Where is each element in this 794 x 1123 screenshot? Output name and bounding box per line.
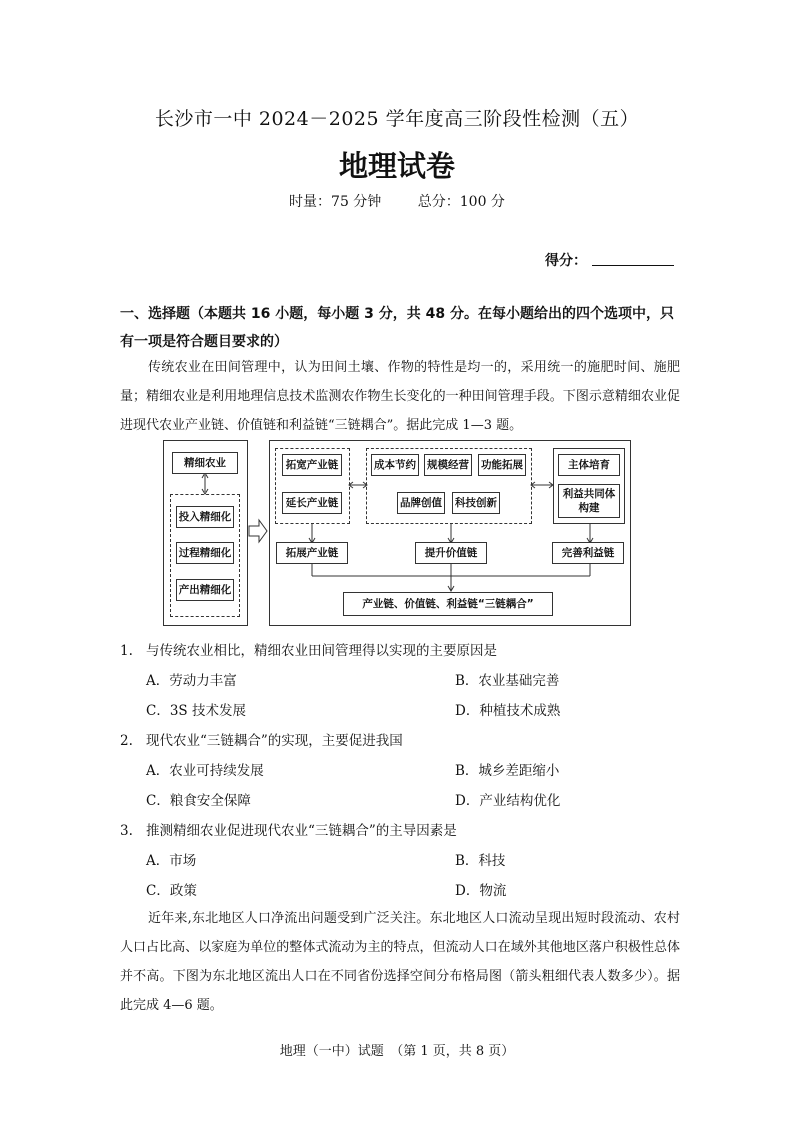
total-score: 总分：100 分 [417, 194, 505, 210]
improve-benefit-outcome: 完善利益链 [552, 542, 624, 564]
q3-option-c[interactable]: C．政策 [146, 883, 197, 899]
question-2 [120, 729, 403, 749]
broaden-chain-box: 拓宽产业链 [282, 454, 342, 476]
scale-operation-box: 规模经营 [424, 454, 472, 476]
page-footer: 地理（一中）试题 （第 1 页，共 8 页） [279, 1044, 515, 1059]
extend-chain-box: 延长产业链 [282, 492, 342, 514]
cost-saving-box: 成本节约 [371, 454, 419, 476]
brand-value-box: 品牌创值 [397, 492, 445, 514]
score-label: 得分： [545, 253, 587, 269]
q2-option-d[interactable]: D．产业结构优化 [455, 793, 561, 809]
enhance-value-outcome: 提升价值链 [415, 542, 487, 564]
precision-agriculture-box: 精细农业 [172, 452, 238, 474]
question-stem: 与传统农业相比，精细农业田间管理得以实现的主要原因是 [146, 643, 497, 659]
q1-option-c[interactable]: C．3S 技术发展 [146, 703, 246, 719]
passage-1: 传统农业在田间管理中，认为田间土壤、作物的特性是均一的，采用统一的施肥时间、施肥量；精细农业是利用地理信息技术监测农作物生长变化的一种田间管理手段。下图示意精细农业促进现代农业产业链、价值链和利益链“三链耦合”。据此完成 1—3 题。 [120, 360, 680, 433]
question-1 [120, 639, 497, 659]
question-stem: 推测精细农业促进现代农业“三链耦合”的主导因素是 [146, 823, 457, 839]
passage-2: 近年来,东北地区人口净流出问题受到广泛关注。东北地区人口流动呈现出短时段流动、农村人口占比高、以家庭为单位的整体式流动为主的特点，但流动人口在域外其他地区落户积极性总体并不高。下图为东北地区流出人口在不同省份选择空间分布格局图（箭头粗细代表人数多少）。据此完成 4—6 题。 [120, 911, 680, 1013]
section-heading: 一、选择题（本题共 16 小题，每小题 3 分，共 48 分。在每小题给出的四个选项中，只有一项是符合题目要求的） [120, 306, 674, 350]
q3-option-a[interactable]: A．市场 [146, 853, 197, 869]
interest-community-box: 利益共同体构建 [558, 484, 620, 518]
tech-innovation-box: 科技创新 [452, 492, 500, 514]
function-expansion-box: 功能拓展 [478, 454, 526, 476]
output-refinement-box: 产出精细化 [176, 579, 234, 601]
q3-option-d[interactable]: D．物流 [455, 883, 507, 899]
three-chain-coupling-box: 产业链、价值链、利益链“三链耦合” [343, 592, 553, 616]
question-number: 2. [120, 733, 133, 749]
q1-option-a[interactable]: A．劳动力丰富 [146, 673, 237, 689]
question-stem: 现代农业“三链耦合”的实现，主要促进我国 [146, 733, 403, 749]
question-3 [120, 819, 457, 839]
expand-chain-outcome: 拓展产业链 [276, 542, 348, 564]
score-blank[interactable] [592, 265, 674, 266]
q1-option-d[interactable]: D．种植技术成熟 [455, 703, 561, 719]
question-number: 3. [120, 823, 133, 839]
three-chain-diagram [163, 440, 631, 626]
subject-title: 地理试卷 [338, 149, 455, 183]
exam-meta [0, 191, 794, 211]
exam-title: 长沙市一中 2024－2025 学年度高三阶段性检测（五） [154, 108, 640, 130]
q2-option-a[interactable]: A．农业可持续发展 [146, 763, 264, 779]
input-refinement-box: 投入精细化 [176, 506, 234, 528]
q2-option-b[interactable]: B．城乡差距缩小 [455, 763, 560, 779]
time-limit: 时量：75 分钟 [289, 194, 382, 210]
process-refinement-box: 过程精细化 [176, 542, 234, 564]
question-number: 1. [120, 643, 133, 659]
entity-cultivation-box: 主体培育 [558, 454, 620, 476]
q3-option-b[interactable]: B．科技 [455, 853, 506, 869]
q1-option-b[interactable]: B．农业基础完善 [455, 673, 560, 689]
q2-option-c[interactable]: C．粮食安全保障 [146, 793, 251, 809]
